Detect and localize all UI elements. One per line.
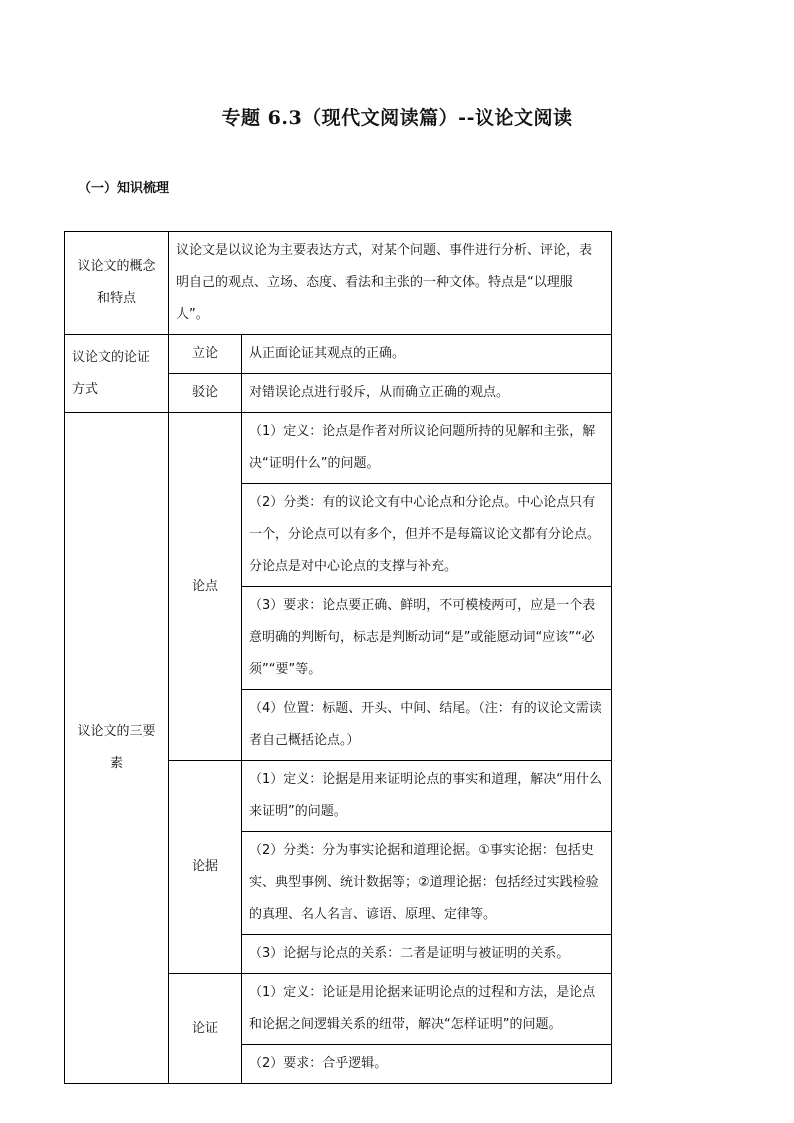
row-label-method: 议论文的论证方式 (65, 335, 169, 413)
row-content-concept: 议论文是以议论为主要表达方式，对某个问题、事件进行分析、评论，表明自己的观点、立场、态度、看法和主张的一种文体。特点是“以理服人”。 (169, 232, 612, 335)
lunju-item: （1）定义：论据是用来证明论点的事实和道理，解决“用什么来证明”的问题。 (242, 761, 612, 832)
lunju-item: （2）分类：分为事实论据和道理论据。①事实论据：包括史实、典型事例、统计数据等；②道理论据：包括经过实践检验的真理、名人名言、谚语、原理、定律等。 (242, 832, 612, 935)
lilun-desc: 从正面论证其观点的正确。 (242, 335, 612, 374)
page-title: 专题 6.3（现代文阅读篇）--议论文阅读 (221, 107, 573, 129)
table-row (65, 413, 612, 484)
section-heading: （一）知识梳理 (78, 181, 170, 196)
lundian-label: 论点 (169, 413, 242, 761)
lundian-item: （1）定义：论点是作者对所议论问题所持的见解和主张，解决“证明什么”的问题。 (242, 413, 612, 484)
lundian-item: （3）要求：论点要正确、鲜明，不可模棱两可，应是一个表意明确的判断句，标志是判断动词“是”或能愿动词“应该”“必须”“要”等。 (242, 587, 612, 690)
lundian-item: （2）分类：有的议论文有中心论点和分论点。中心论点只有一个，分论点可以有多个，但并不是每篇议论文都有分论点。分论点是对中心论点的支撑与补充。 (242, 484, 612, 587)
row-label-concept: 议论文的概念和特点 (65, 232, 169, 335)
table-row (65, 335, 612, 374)
row-label-three-elements: 议论文的三要素 (65, 413, 169, 1084)
bolun-desc: 对错误论点进行驳斥，从而确立正确的观点。 (242, 374, 612, 413)
lunzheng-item: （1）定义：论证是用论据来证明论点的过程和方法，是论点和论据之间逻辑关系的纽带，解决“怎样证明”的问题。 (242, 974, 612, 1045)
table-row (65, 232, 612, 335)
lunju-label: 论据 (169, 761, 242, 974)
lunzheng-label: 论证 (169, 974, 242, 1084)
knowledge-table (64, 231, 612, 1084)
lundian-item: （4）位置：标题、开头、中间、结尾。（注：有的议论文需读者自己概括论点。） (242, 690, 612, 761)
lilun-label: 立论 (169, 335, 242, 374)
lunju-item: （3）论据与论点的关系：二者是证明与被证明的关系。 (242, 935, 612, 974)
bolun-label: 驳论 (169, 374, 242, 413)
lunzheng-item: （2）要求：合乎逻辑。 (242, 1045, 612, 1084)
